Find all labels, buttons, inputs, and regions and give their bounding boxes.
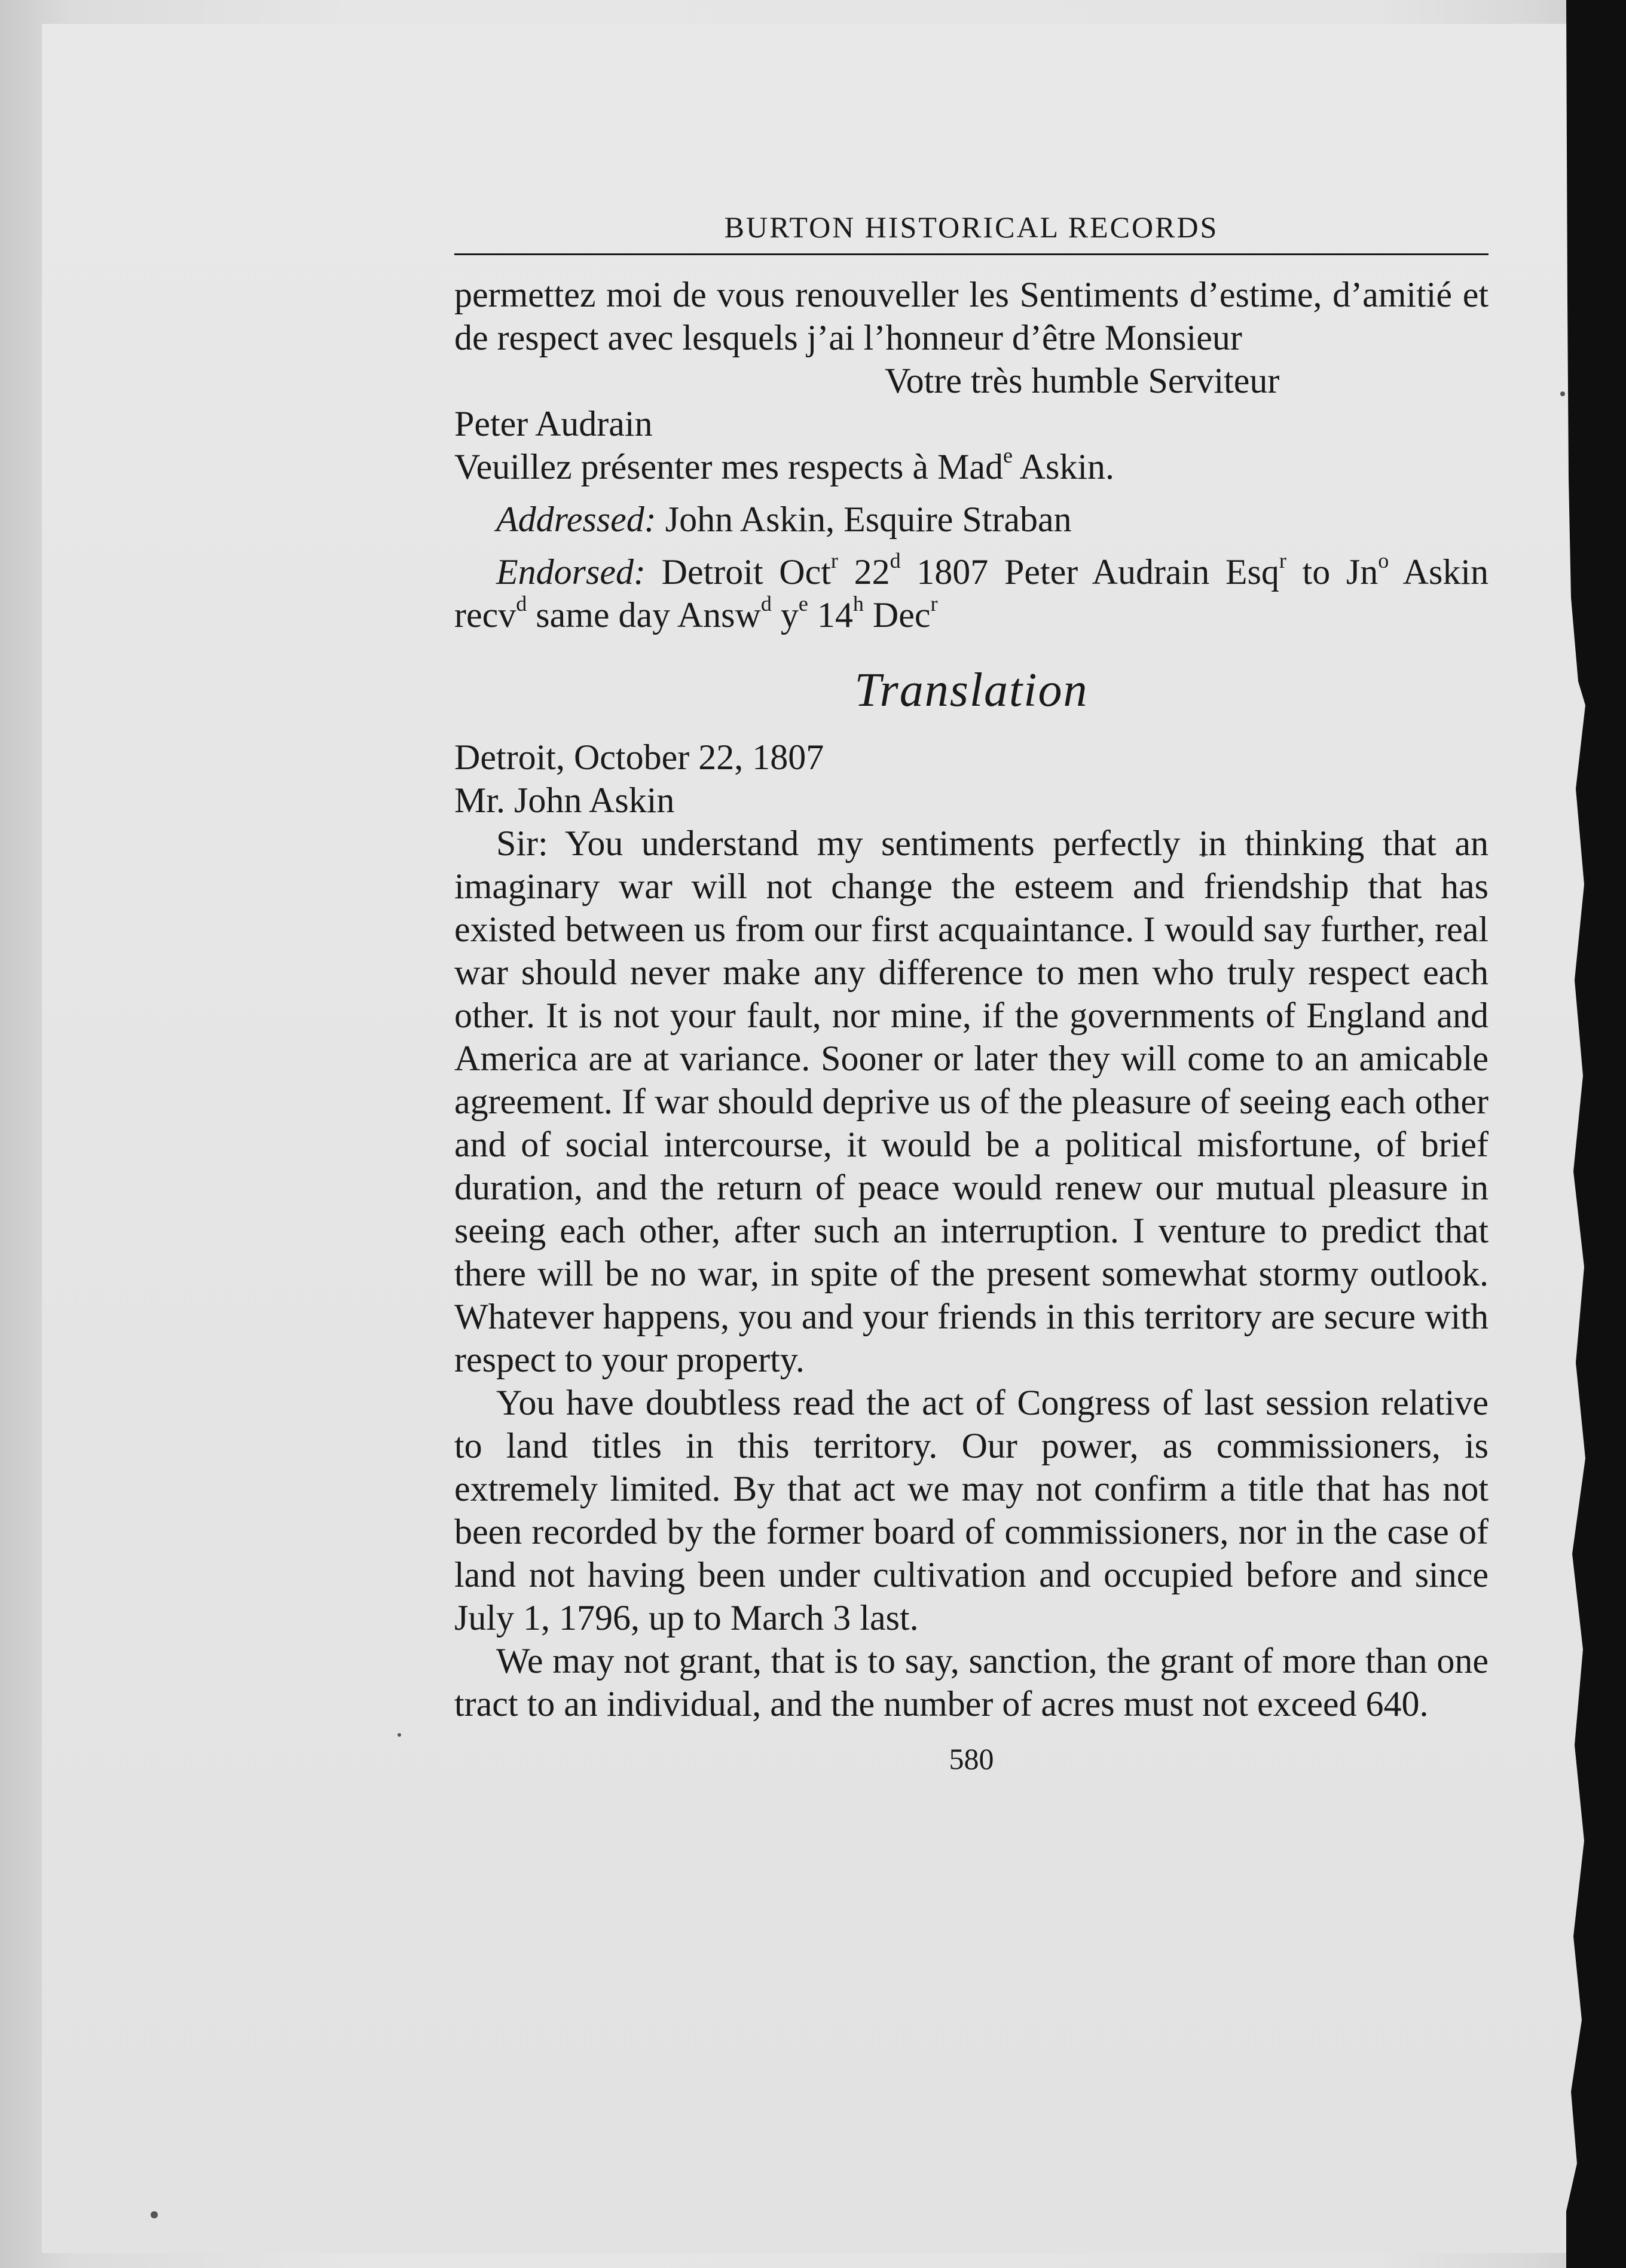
torn-page-edge xyxy=(1566,0,1626,2268)
french-letter-closing-paragraph: permettez moi de vous renouveller les Sentiments d’estime, d’amitié et de respect avec lesquels j’ai l’honneur d’être Monsieur xyxy=(454,275,1489,357)
running-head: BURTON HISTORICAL RECORDS xyxy=(454,209,1489,255)
paper-speck xyxy=(1560,391,1565,396)
paper-speck xyxy=(398,1733,401,1737)
addressed-text: John Askin, Esquire Straban xyxy=(665,500,1072,539)
endorsed-label: Endorsed: xyxy=(496,552,646,592)
dateline: Detroit, October 22, 1807 xyxy=(454,737,824,777)
page-content xyxy=(454,209,1489,1777)
translation-paragraph-3: We may not grant, that is to say, sanction, the grant of more than one tract to an individual, and the number of acres must not exceed 640. xyxy=(454,1641,1489,1724)
signature: Peter Audrain xyxy=(454,404,653,443)
translation-paragraph-1: Sir: You understand my sentiments perfectly in thinking that an imaginary war will not change the esteem and friendship that has existed between us from our first acquaintance. I would say further, real war should never make any difference to men who truly respect each other. It is not your fault, nor mine, if the governments of England and America are at variance. Sooner or later they will come to an amicable agreement. If war should deprive us of the pleasure of seeing each other and of social intercourse, it would be a political misfortune, of brief duration, and the return of peace would renew our mutual pleasure in seeing each other, after such an interruption. I venture to predict that there will be no war, in spite of the present somewhat stormy outlook. Whatever happens, you and your friends in this territory are secure with respect to your property. xyxy=(454,824,1489,1379)
addressed-line xyxy=(454,498,1489,541)
addressed-label: Addressed: xyxy=(496,500,656,539)
paper-speck xyxy=(151,2211,158,2218)
page-number: 580 xyxy=(949,1742,994,1776)
postscript: Veuillez présenter mes respects à Mad$^e$ Askin. xyxy=(454,443,1114,486)
translation-heading: Translation xyxy=(854,664,1089,717)
salutation: Mr. John Askin xyxy=(454,781,675,820)
translation-paragraph-2: You have doubtless read the act of Congress of last session relative to land titles in this territory. Our power, as commissioners, is extremely limited. By that act we may not confirm a title that has not been recorded by the former board of commissioners, nor in the case of land not having been under cultivation and occupied before and since July 1, 1796, up to March 3 last. xyxy=(454,1383,1489,1638)
endorsed-note: Endorsed: Detroit Oct$^r$ 22$^d$ 1807 Peter Audrain Esq$^r$ to Jn$^o$ Askin recv$^d$ same day Answ$^d$ $y^e$ 14$^h$ Dec$^r$ xyxy=(454,549,1489,635)
complimentary-close: Votre très humble Serviteur xyxy=(885,361,1280,400)
